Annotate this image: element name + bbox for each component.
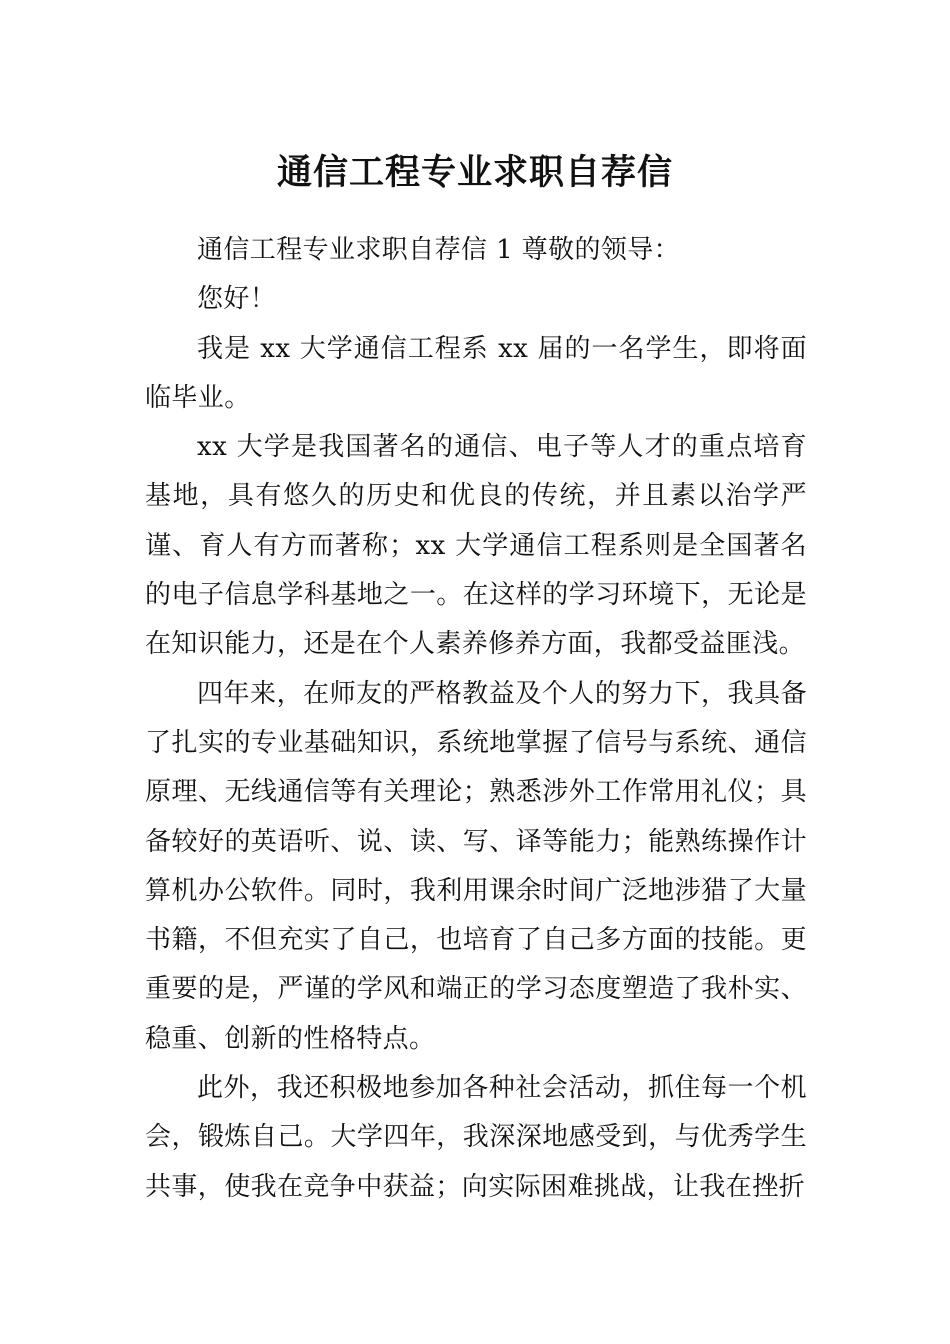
paragraph-university: xx 大学是我国著名的通信、电子等人才的重点培育基地，具有悠久的历史和优良的传统，并且素以治学严谨、育人有方而著称；xx 大学通信工程系则是全国著名的电子信息学科基地之一。在这样的学习环境下，无论是在知识能力，还是在个人素养修养方面，我都受益匪浅。 [145,432,807,660]
letter-body [145,226,807,1212]
paragraph-activities: 此外，我还积极地参加各种社会活动，抓住每一个机会，锻炼自己。大学四年，我深深地感受到，与优秀学生共事，使我在竞争中获益；向实际困难挑战，让我在挫折 [145,1073,807,1202]
document-title: 通信工程专业求职自荐信 [276,153,673,194]
paragraph-greeting-line: 通信工程专业求职自荐信 1 尊敬的领导： [197,235,681,265]
paragraph-salutation: 您好！ [197,284,277,315]
paragraph-introduction: 我是 xx 大学通信工程系 xx 届的一名学生，即将面临毕业。 [145,333,807,413]
paragraph-skills: 四年来，在师友的严格教益及个人的努力下，我具备了扎实的专业基础知识，系统地掌握了信号与系统、通信原理、无线通信等有关理论；熟悉涉外工作常用礼仪；具备较好的英语听、说、读、写、译等能力；能熟练操作计算机办公软件。同时，我利用课余时间广泛地涉猎了大量书籍，不但充实了自己，也培育了自己多方面的技能。更重要的是，严谨的学风和端正的学习态度塑造了我朴实、稳重、创新的性格特点。 [145,678,807,1054]
